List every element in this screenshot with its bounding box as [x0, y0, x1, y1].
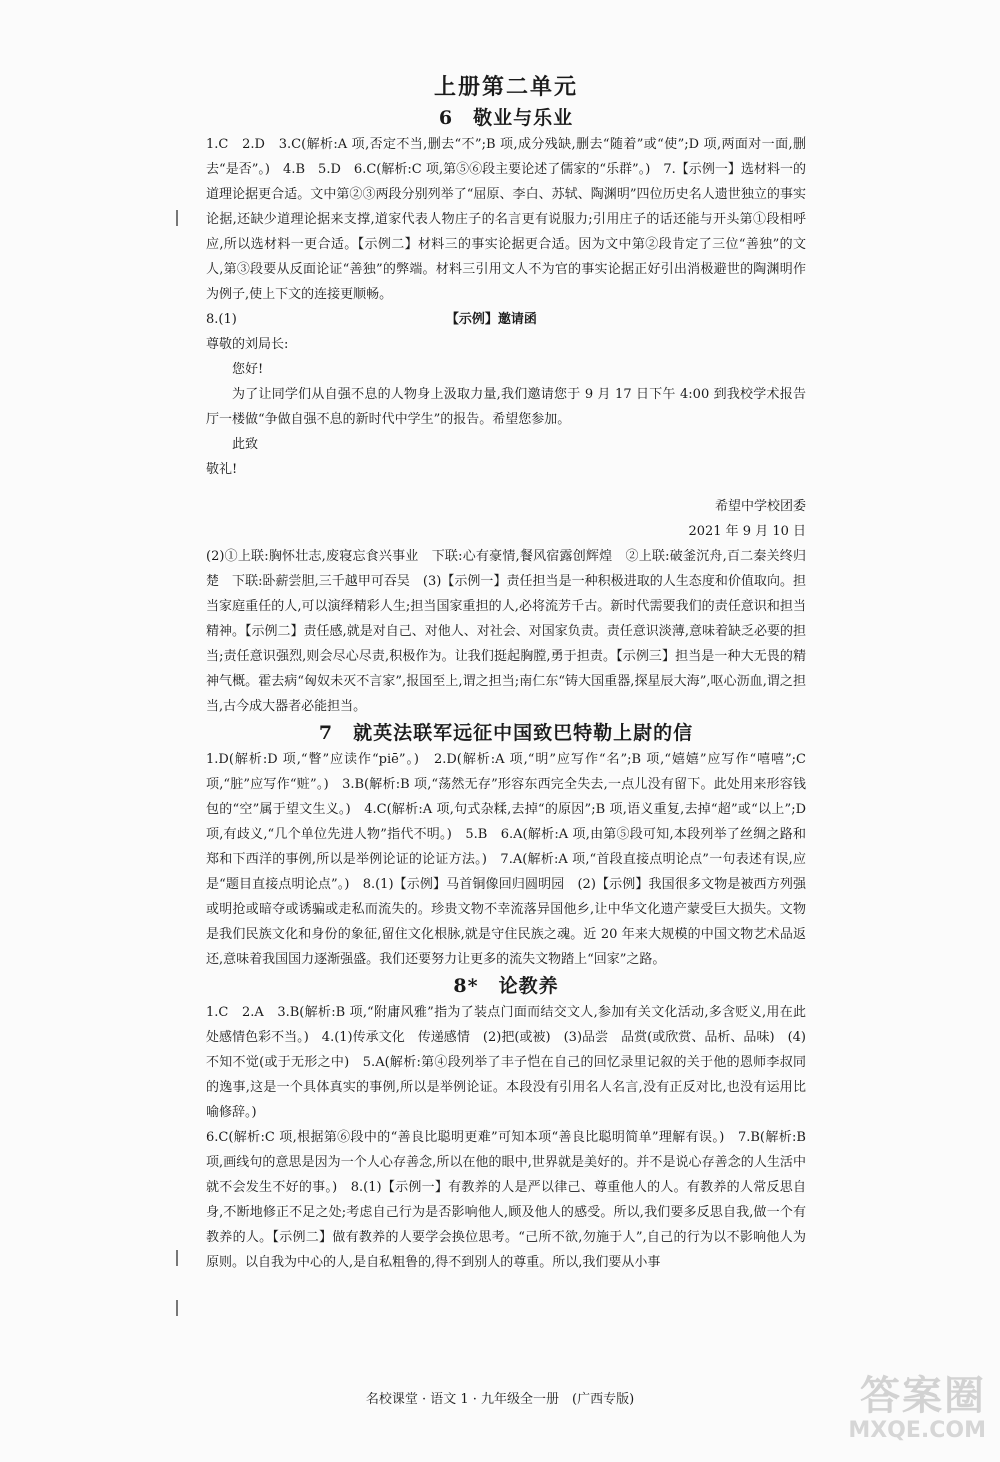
- q8-header: [206, 307, 806, 332]
- lesson-8-answers-cont: 6.C(解析:C 项,根据第⑥段中的“善良比聪明更难”可知本项“善良比聪明简单”理解有误。) 7.B(解析:B 项,画线句的意思是因为一个人心存善念,所以在他的眼中,世界就是美好的。并不是说心存善念的人生活中就不会发生不好的事。) 8.(1)【示例一】有教养的人是严以律己、尊重他人的人。有教养的人常反思自身,不断地修正不足之处;考虑自己行为是否影响他人,顾及他人的感受。所以,我们要多反思自我,做一个有教养的人。【示例二】做有教养的人要学会换位思考。“己所不欲,勿施于人”,自己的行为以不影响他人为原则。以自我为中心的人,是自私粗鲁的,得不到别人的尊重。所以,我们要从小事: [206, 1130, 806, 1270]
- page-content: [206, 70, 806, 1275]
- watermark-url: MXQE.COM: [848, 1418, 986, 1443]
- page-footer: 名校课堂 · 语文 1 · 九年级全一册 (广西专版): [365, 1392, 635, 1407]
- letter-jingli: 敬礼!: [206, 462, 238, 477]
- letter-signature: 希望中学校团委: [714, 499, 806, 514]
- q8-number: 8.(1): [206, 312, 237, 327]
- margin-mark: [176, 1300, 178, 1316]
- watermark-text: 答案圈: [860, 1373, 986, 1419]
- lesson-6-answers: 1.C 2.D 3.C(解析:A 项,否定不当,删去“不”;B 项,成分残缺,删去“随着”或“使”;D 项,两面对一面,删去“是否”。) 4.B 5.D 6.C(解析:C 项,第⑤⑥段主要论述了儒家的“乐群”。) 7.【示例一】选材料一的道理论据更合适。文中第②③两段分别列举了“屈原、李白、苏轼、陶渊明”四位历史名人遗世独立的事实论据,还缺少道理论据来支撑,道家代表人物庄子的名言更有说服力;引用庄子的话还能与开头第①段相呼应,所以选材料一更合适。【示例二】材料三的事实论据更合适。因为文中第②段肯定了三位“善独”的文人,第③段要从反面论证“善独”的弊端。材料三引用文人不为官的事实论据正好引出消极避世的陶渊明作为例子,使上下文的连接更顺畅。: [206, 137, 806, 302]
- letter-body: 为了让同学们从自强不息的人物身上汲取力量,我们邀请您于 9 月 17 日下午 4:00 到我校学术报告厅一楼做“争做自强不息的新时代中学生”的报告。希望您参加。: [206, 387, 806, 427]
- unit-title: 上册第二单元: [433, 74, 578, 100]
- watermark-logo: [786, 1374, 986, 1452]
- letter-hello: 您好!: [232, 362, 264, 377]
- letter-cizhi: 此致: [232, 437, 259, 452]
- q8-label: 【示例】邀请函: [445, 312, 537, 327]
- margin-mark: [176, 210, 178, 226]
- letter-date: 2021 年 9 月 10 日: [688, 524, 806, 539]
- lesson-8-heading: 8* 论教养: [453, 975, 559, 997]
- lesson-7-answers: 1.D(解析:D 项,“瞥”应读作“piē”。) 2.D(解析:A 项,“明”应写作“名”;B 项,“嬉嬉”应写作“嘻嘻”;C 项,“脏”应写作“赃”。) 3.B(解析:B 项,“荡然无存”形容东西完全失去,一点儿没有留下。此处用来形容钱包的“空”属于望文生义。) 4.C(解析:A 项,句式杂糅,去掉“的原因”;B 项,语义重复,去掉“超”或“以上”;D 项,有歧义,“几个单位先进人物”指代不明。) 5.B 6.A(解析:A 项,由第⑤段可知,本段列举了丝绸之路和郑和下西洋的事例,所以是举例论证的论证方法。) 7.A(解析:A 项,“首段直接点明论点”一句表述有误,应是“题目直接点明论点”。) 8.(1)【示例】马首铜像回归圆明园 (2)【示例】我国很多文物是被西方列强或明抢或暗夺或诱骗或走私而流失的。珍贵文物不幸流落异国他乡,让中华文化遗产蒙受巨大损失。文物是我们民族文化和身份的象征,留住文化根脉,就是守住民族之魂。近 20 年来大规模的中国文物艺术品返还,意味着我国国力逐渐强盛。我们还要努力让更多的流失文物踏上“回家”之路。: [206, 752, 806, 967]
- lesson-7-heading: 7 就英法联军远征中国致巴特勒上尉的信: [318, 722, 694, 744]
- lesson-8-answers: 1.C 2.A 3.B(解析:B 项,“附庸风雅”指为了装点门面而结交文人,参加有关文化活动,多含贬义,用在此处感情色彩不当。) 4.(1)传承文化 传递感情 (2)把(或被) (3)品尝 品赏(或欣赏、品析、品味) (4)不知不觉(或于无形之中) 5.A(解析:第④段列举了丰子恺在自己的回忆录里记叙的关于他的恩师李叔同的逸事,这是一个具体真实的事例,所以是举例论证。本段没有引用名人名言,没有正反对比,也没有运用比喻修辞。): [206, 1005, 806, 1120]
- lesson-6-heading: 6 敬业与乐业: [438, 107, 574, 129]
- lesson-6-answers-cont: (2)①上联:胸怀壮志,废寝忘食兴事业 下联:心有豪情,餐风宿露创辉煌 ②上联:破釜沉舟,百二秦关终归楚 下联:卧薪尝胆,三千越甲可吞吴 (3)【示例一】责任担当是一种积极进取的人生态度和价值取向。担当家庭重任的人,可以演绎精彩人生;担当国家重担的人,必将流芳千古。新时代需要我们的责任意识和担当精神。【示例二】责任感,就是对自己、对他人、对社会、对国家负责。责任意识淡薄,意味着缺乏必要的担当;责任意识强烈,则会尽心尽责,积极作为。让我们挺起胸膛,勇于担责。【示例三】担当是一种大无畏的精神气概。霍去病“匈奴未灭不言家”,报国至上,谓之担当;南仁东“铸大国重器,探星辰大海”,呕心沥血,谓之担当,古今成大器者必能担当。: [206, 549, 806, 714]
- letter-greeting: 尊敬的刘局长:: [206, 337, 289, 352]
- margin-mark: [176, 1250, 178, 1266]
